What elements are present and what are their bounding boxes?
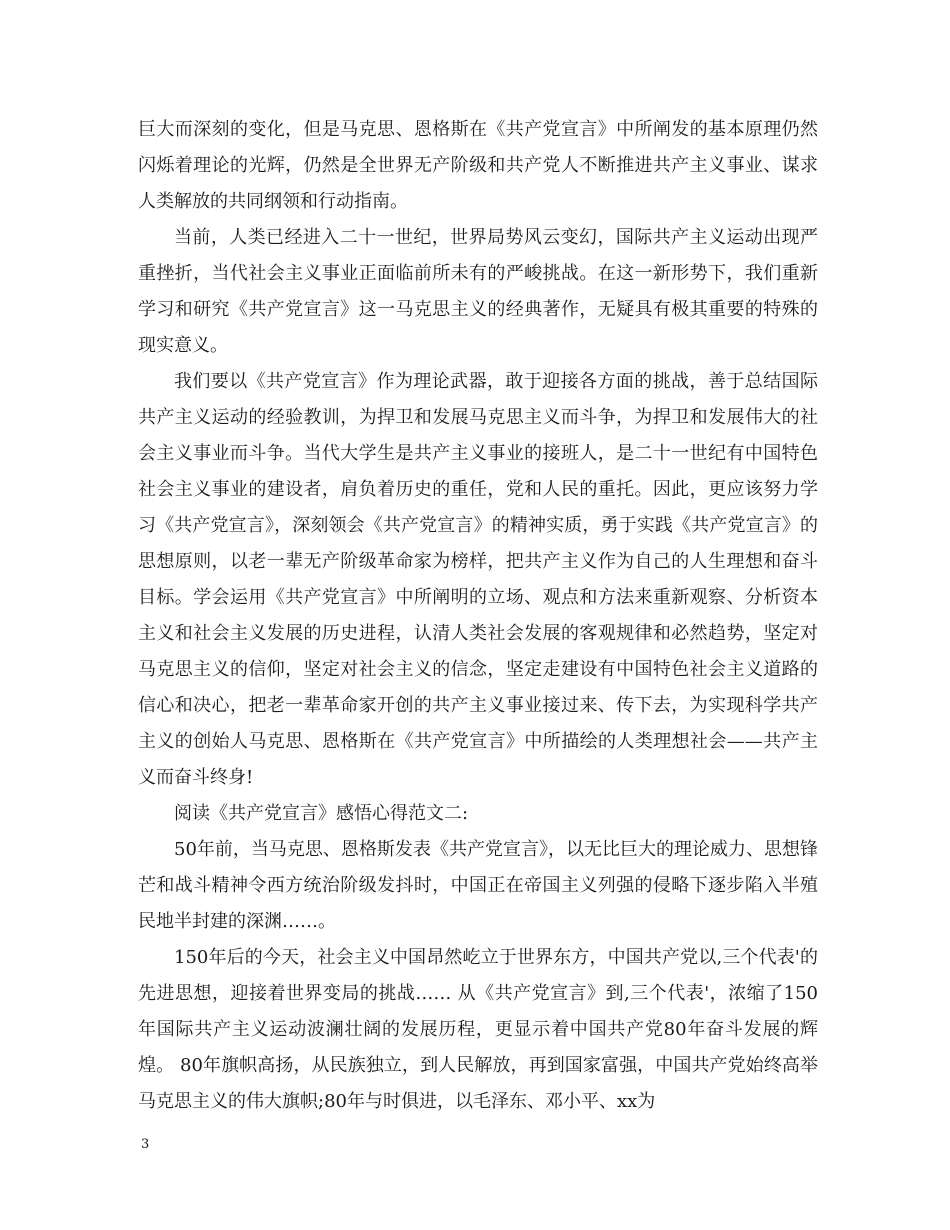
page-number: 3: [141, 1137, 150, 1152]
paragraph-continuation: 巨大而深刻的变化，但是马克思、恩格斯在《共产党宣言》中所阐发的基本原理仍然闪烁着理论的光辉，仍然是全世界无产阶级和共产党人不断推进共产主义事业、谋求人类解放的共同纲领和行动指南。: [138, 119, 818, 212]
paragraph: 我们要以《共产党宣言》作为理论武器，敢于迎接各方面的挑战，善于总结国际共产主义运动的经验教训，为捍卫和发展马克思主义而斗争，为捍卫和发展伟大的社会主义事业而斗争。当代大学生是共产主义事业的接班人，是二十一世纪有中国特色社会主义事业的建设者，肩负着历史的重任，党和人民的重托。因此，更应该努力学习《共产党宣言》，深刻领会《共产党宣言》的精神实质，勇于实践《共产党宣言》的思想原则，以老一辈无产阶级革命家为榜样，把共产主义作为自己的人生理想和奋斗目标。学会运用《共产党宣言》中所阐明的立场、观点和方法来重新观察、分析资本主义和社会主义发展的历史进程，认清人类社会发展的客观规律和必然趋势，坚定对马克思主义的信仰，坚定对社会主义的信念，坚定走建设有中国特色社会主义道路的信心和决心，把老一辈革命家开创的共产主义事业接过来、传下去，为实现科学共产主义的创始人马克思、恩格斯在《共产党宣言》中所描绘的人类理想社会——共产主义而奋斗终身!: [138, 371, 818, 788]
paragraph: 150年后的今天，社会主义中国昂然屹立于世界东方，中国共产党以,三个代表'的先进思想，迎接着世界变局的挑战…… 从《共产党宣言》到,三个代表'，浓缩了150年国际共产主义运动波澜壮阔的发展历程，更显示着中国共产党80年奋斗发展的辉煌。 80年旗帜高扬，从民族独立，到人民解放，再到国家富强，中国共产党始终高举马克思主义的伟大旗帜;80年与时俱进，以毛泽东、邓小平、xx为: [138, 947, 818, 1112]
document-body: [138, 112, 818, 1120]
section-heading: 阅读《共产党宣言》感悟心得范文二:: [174, 803, 469, 824]
paragraph: 当前，人类已经进入二十一世纪，世界局势风云变幻，国际共产主义运动出现严重挫折，当代社会主义事业正面临前所未有的严峻挑战。在这一新形势下，我们重新学习和研究《共产党宣言》这一马克思主义的经典著作，无疑具有极其重要的特殊的现实意义。: [138, 227, 818, 356]
paragraph: 50年前，当马克思、恩格斯发表《共产党宣言》，以无比巨大的理论威力、思想锋芒和战斗精神令西方统治阶级发抖时，中国正在帝国主义列强的侵略下逐步陷入半殖民地半封建的深渊……。: [138, 839, 818, 932]
